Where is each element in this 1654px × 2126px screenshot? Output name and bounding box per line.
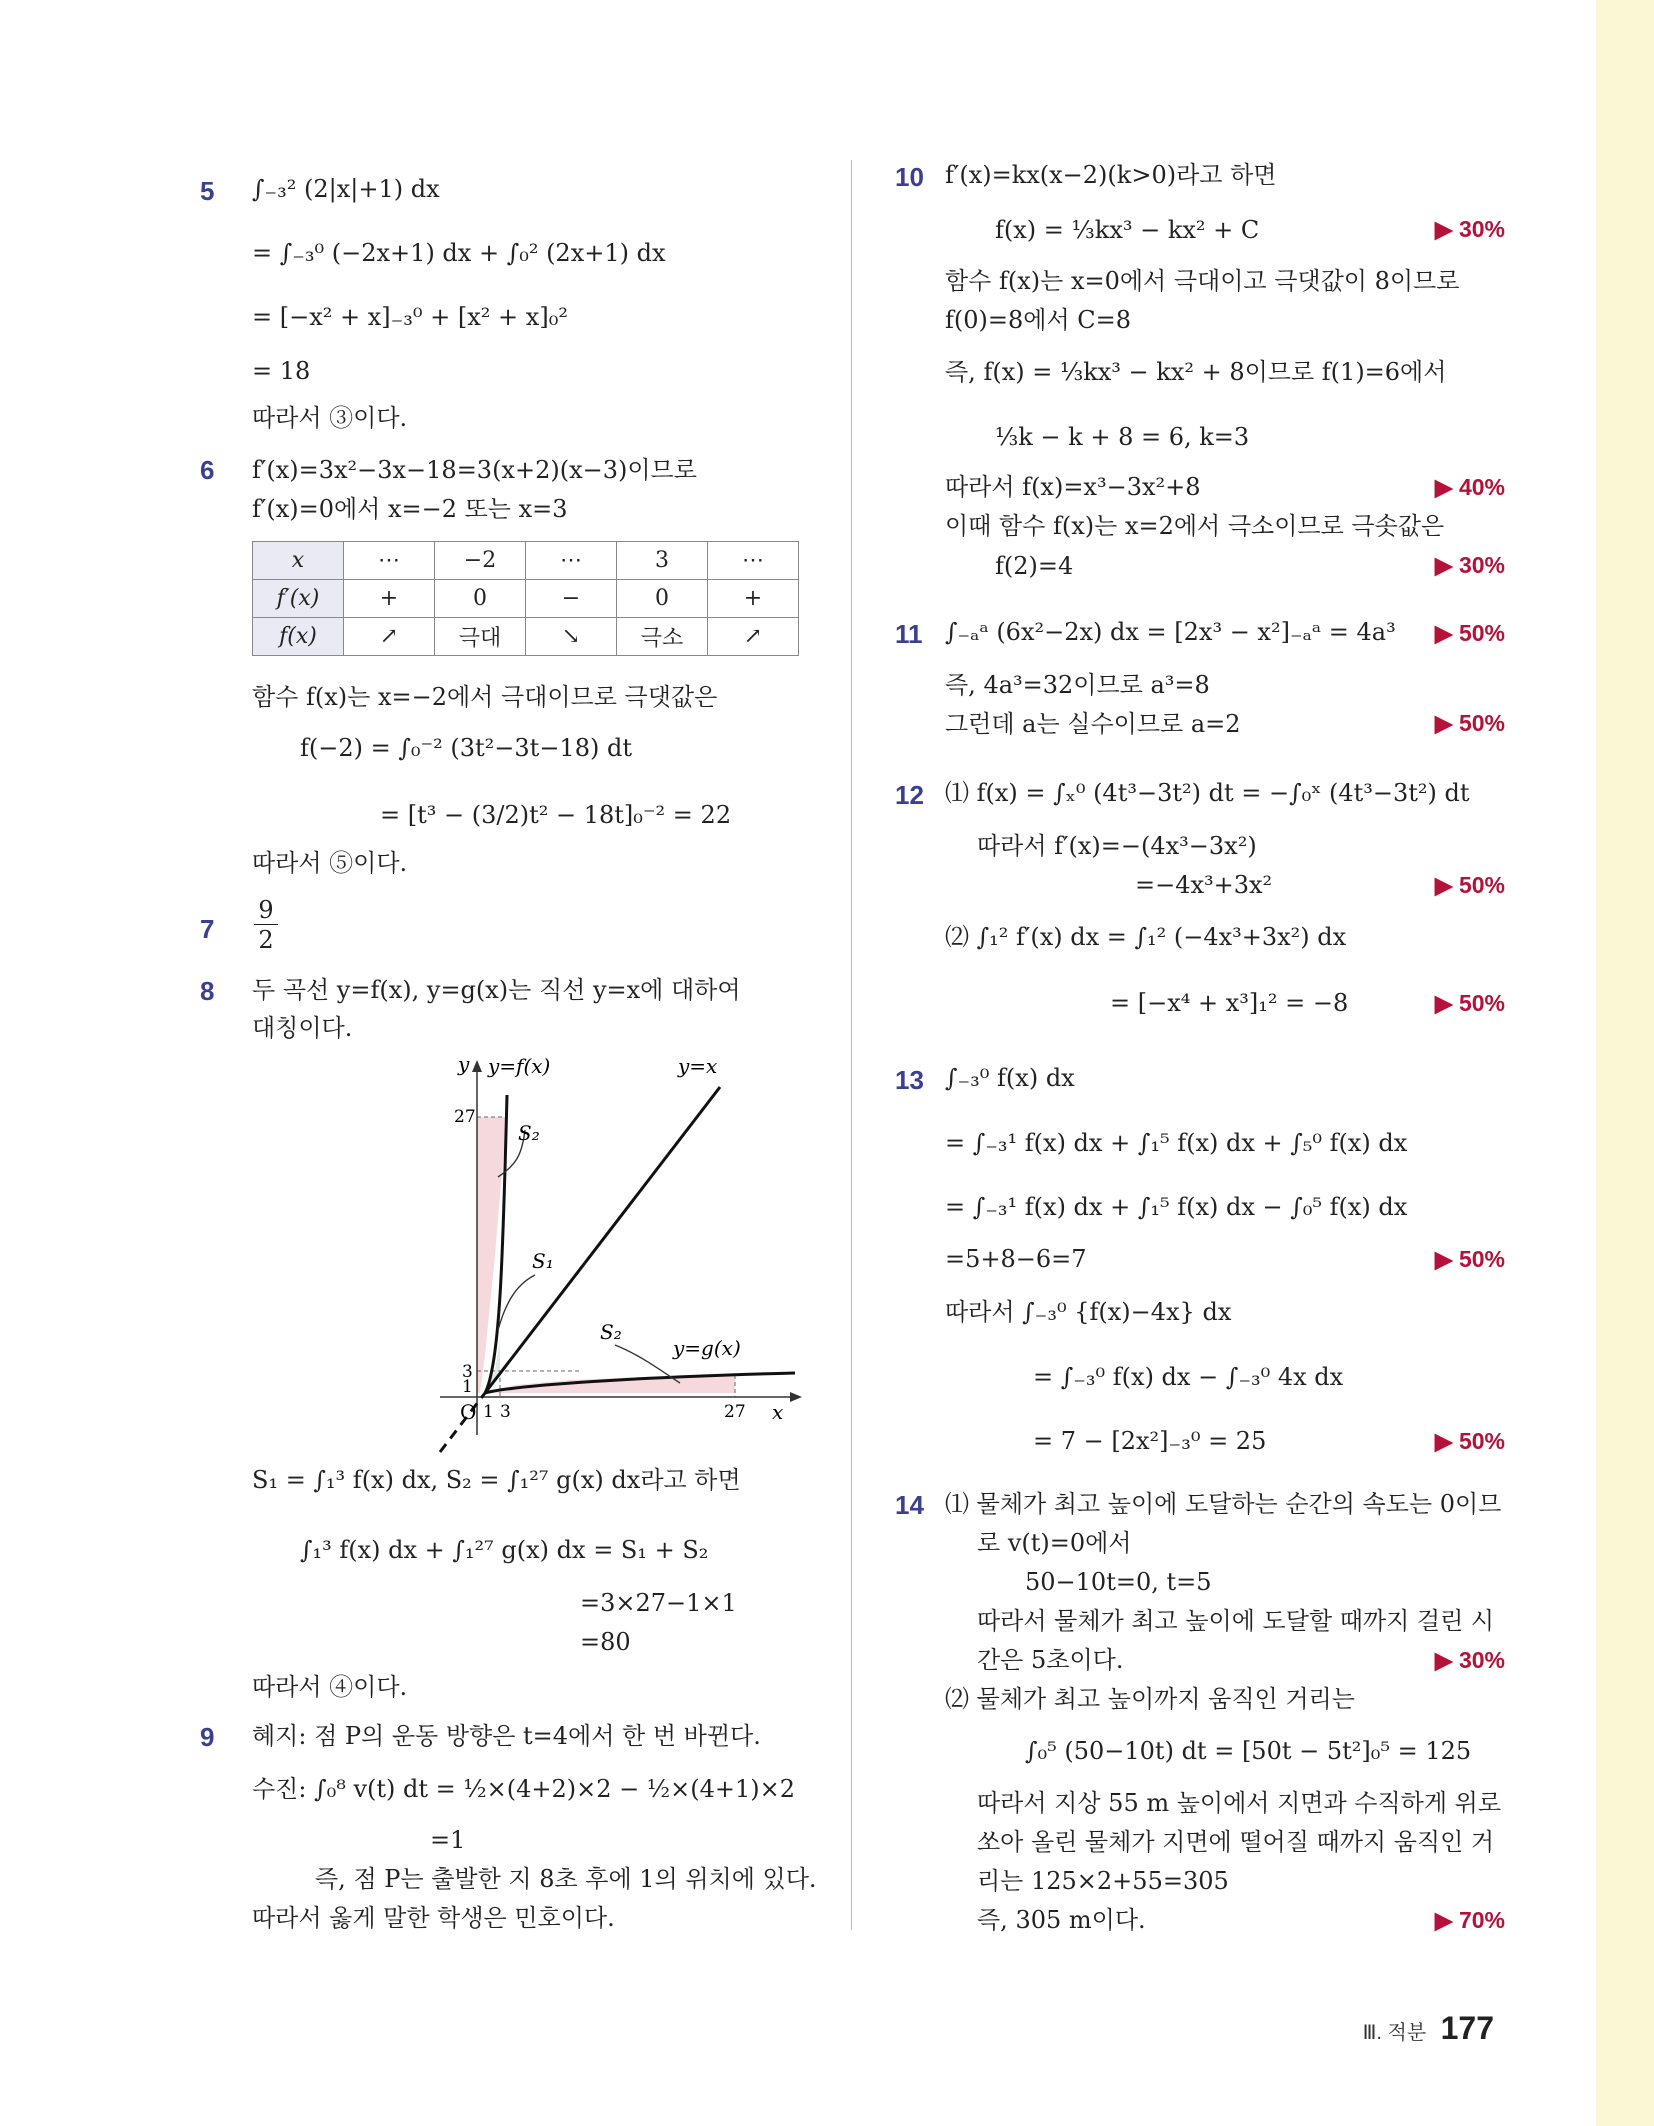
x-axis-arrow bbox=[790, 1392, 802, 1402]
p11-line-2: 즉, 4a³=32이므로 a³=8 bbox=[945, 671, 1210, 699]
tick-y-1: 1 bbox=[462, 1377, 473, 1397]
p9-line-2: 수진: ∫₀⁸ v(t) dt = ½×(4+2)×2 − ½×(4+1)×2 bbox=[252, 1775, 796, 1803]
p9-line-5: 따라서 옳게 말한 학생은 민호이다. bbox=[252, 1904, 615, 1932]
tick-x-1: 1 bbox=[483, 1402, 494, 1422]
table-cell: f(x) bbox=[253, 618, 344, 656]
y-axis-arrow bbox=[472, 1060, 482, 1072]
p5-line-1: ∫₋₃² (2|x|+1) dx bbox=[252, 175, 440, 203]
p6-line-4: f(−2) = ∫₀⁻² (3t²−3t−18) dt bbox=[300, 734, 632, 762]
p10-line-3: 함수 f(x)는 x=0에서 극대이고 극댓값이 8이므로 bbox=[945, 267, 1460, 295]
problem-number: 10 bbox=[895, 162, 924, 192]
table-cell: 극소 bbox=[617, 618, 708, 656]
p10-line-9: f(2)=4 bbox=[995, 552, 1074, 580]
column-divider bbox=[851, 160, 852, 1930]
problem-number: 14 bbox=[895, 1490, 924, 1520]
p14-line-11: 즉, 305 m이다. bbox=[977, 1906, 1146, 1934]
p5-line-5: 따라서 ③이다. bbox=[252, 404, 408, 432]
fraction-numerator: 9 bbox=[254, 896, 278, 925]
page-edge-strip bbox=[1596, 0, 1654, 2126]
p11-line-3: 그런데 a는 실수이므로 a=2 bbox=[945, 710, 1241, 738]
p8-line-6: =80 bbox=[580, 1628, 631, 1656]
table-cell: ⋯ bbox=[526, 542, 617, 580]
score-badge: ▶ 50% bbox=[1434, 990, 1505, 1016]
p14-line-4: 따라서 물체가 최고 높이에 도달할 때까지 걸린 시 bbox=[977, 1607, 1495, 1635]
table-cell: −2 bbox=[435, 542, 526, 580]
p11-line-1: ∫₋ₐᵃ (6x²−2x) dx = [2x³ − x²]₋ₐᵃ = 4a³ bbox=[945, 618, 1396, 646]
table-row bbox=[253, 618, 799, 656]
problem-number: 9 bbox=[200, 1722, 215, 1752]
tick-y-3: 3 bbox=[462, 1362, 473, 1382]
p14-line-10: 리는 125×2+55=305 bbox=[977, 1867, 1229, 1895]
origin-label: O bbox=[460, 1400, 477, 1424]
problem-number: 12 bbox=[895, 780, 924, 810]
line-label: y=x bbox=[678, 1055, 718, 1078]
p13-line-7: = 7 − [2x²]₋₃⁰ = 25 bbox=[1033, 1427, 1267, 1455]
fraction-denominator: 2 bbox=[258, 926, 274, 954]
p14-line-5: 간은 5초이다. bbox=[977, 1646, 1124, 1674]
score-badge: ▶ 40% bbox=[1434, 474, 1505, 500]
p14-line-1: ⑴ 물체가 최고 높이에 도달하는 순간의 속도는 0이므 bbox=[945, 1490, 1502, 1518]
p9-line-1: 혜지: 점 P의 운동 방향은 t=4에서 한 번 바뀐다. bbox=[252, 1722, 761, 1750]
table-cell: 0 bbox=[435, 580, 526, 618]
p13-line-6: = ∫₋₃⁰ f(x) dx − ∫₋₃⁰ 4x dx bbox=[1033, 1363, 1344, 1391]
score-badge: ▶ 50% bbox=[1434, 1246, 1505, 1272]
table-cell: + bbox=[344, 580, 435, 618]
p6-line-5: = [t³ − (3/2)t² − 18t]₀⁻² = 22 bbox=[380, 801, 732, 829]
problem-number: 13 bbox=[895, 1065, 924, 1095]
g-curve-label: y=g(x) bbox=[673, 1336, 741, 1360]
p8-line-3: S₁ = ∫₁³ f(x) dx, S₂ = ∫₁²⁷ g(x) dx라고 하면 bbox=[252, 1466, 741, 1494]
p10-line-5: 즉, f(x) = ⅓kx³ − kx² + 8이므로 f(1)=6에서 bbox=[945, 358, 1447, 386]
s2-label-vertical: S₂ bbox=[518, 1121, 540, 1145]
problem-number: 11 bbox=[895, 619, 923, 649]
arrow-s1 bbox=[498, 1275, 535, 1330]
score-badge: ▶ 30% bbox=[1434, 216, 1505, 242]
score-badge: ▶ 50% bbox=[1434, 710, 1505, 736]
p10-line-8: 이때 함수 f(x)는 x=2에서 극소이므로 극솟값은 bbox=[945, 512, 1445, 540]
p8-line-4: ∫₁³ f(x) dx + ∫₁²⁷ g(x) dx = S₁ + S₂ bbox=[300, 1536, 709, 1564]
p12-line-1: ⑴ f(x) = ∫ₓ⁰ (4t³−3t²) dt = −∫₀ˣ (4t³−3t²) dt bbox=[945, 779, 1470, 807]
table-cell: 극대 bbox=[435, 618, 526, 656]
score-badge: ▶ 30% bbox=[1434, 1647, 1505, 1673]
table-cell: x bbox=[253, 542, 344, 580]
score-badge: ▶ 70% bbox=[1434, 1907, 1505, 1933]
p13-line-1: ∫₋₃⁰ f(x) dx bbox=[945, 1064, 1075, 1092]
table-cell: ⋯ bbox=[708, 542, 799, 580]
score-badge: ▶ 30% bbox=[1434, 552, 1505, 578]
p6-line-1: f′(x)=3x²−3x−18=3(x+2)(x−3)이므로 bbox=[252, 456, 697, 484]
problem-number: 8 bbox=[200, 976, 215, 1006]
p10-line-1: f′(x)=kx(x−2)(k>0)라고 하면 bbox=[945, 161, 1277, 189]
s1-label: S₁ bbox=[532, 1249, 554, 1273]
sign-table bbox=[252, 541, 799, 656]
problem-number: 6 bbox=[200, 455, 215, 485]
table-cell: 0 bbox=[617, 580, 708, 618]
table-cell: ↗ bbox=[708, 618, 799, 656]
region-s2-horizontal bbox=[485, 1375, 735, 1393]
page-footer bbox=[1363, 2010, 1494, 2047]
p5-line-2: = ∫₋₃⁰ (−2x+1) dx + ∫₀² (2x+1) dx bbox=[252, 239, 666, 267]
page-number: 177 bbox=[1440, 2010, 1494, 2046]
p14-line-7: ∫₀⁵ (50−10t) dt = [50t − 5t²]₀⁵ = 125 bbox=[1025, 1737, 1472, 1765]
score-badge: ▶ 50% bbox=[1434, 620, 1505, 646]
p8-line-2: 대칭이다. bbox=[252, 1014, 353, 1042]
table-cell: 3 bbox=[617, 542, 708, 580]
p14-line-3: 50−10t=0, t=5 bbox=[1025, 1568, 1212, 1596]
p12-line-5: = [−x⁴ + x³]₁² = −8 bbox=[1110, 989, 1349, 1017]
p8-line-1: 두 곡선 y=f(x), y=g(x)는 직선 y=x에 대하여 bbox=[252, 976, 741, 1004]
p12-line-2: 따라서 f′(x)=−(4x³−3x²) bbox=[977, 832, 1257, 860]
problem-number: 5 bbox=[200, 176, 215, 206]
p5-line-3: = [−x² + x]₋₃⁰ + [x² + x]₀² bbox=[252, 303, 568, 331]
p8-line-7: 따라서 ④이다. bbox=[252, 1673, 408, 1701]
table-row bbox=[253, 542, 799, 580]
p10-line-6: ⅓k − k + 8 = 6, k=3 bbox=[995, 423, 1250, 451]
p10-line-7: 따라서 f(x)=x³−3x²+8 bbox=[945, 473, 1201, 501]
tick-x-3: 3 bbox=[500, 1402, 511, 1422]
x-axis-label: x bbox=[772, 1400, 784, 1424]
symmetry-graph bbox=[340, 1055, 940, 1455]
p5-line-4: = 18 bbox=[252, 357, 311, 385]
p13-line-3: = ∫₋₃¹ f(x) dx + ∫₁⁵ f(x) dx − ∫₀⁵ f(x) dx bbox=[945, 1193, 1408, 1221]
p10-line-4: f(0)=8에서 C=8 bbox=[945, 306, 1131, 334]
section-label: Ⅲ. 적분 bbox=[1362, 2022, 1427, 2044]
p13-line-5: 따라서 ∫₋₃⁰ {f(x)−4x} dx bbox=[945, 1298, 1232, 1326]
table-cell: + bbox=[708, 580, 799, 618]
p14-line-9: 쏘아 올린 물체가 지면에 떨어질 때까지 움직인 거 bbox=[977, 1828, 1495, 1856]
y-axis-label: y bbox=[458, 1055, 470, 1076]
tick-y-27: 27 bbox=[454, 1107, 476, 1127]
p9-line-4: 즉, 점 P는 출발한 지 8초 후에 1의 위치에 있다. bbox=[315, 1865, 817, 1893]
p8-line-5: =3×27−1×1 bbox=[580, 1589, 737, 1617]
problem-number: 7 bbox=[200, 914, 215, 944]
p14-line-2: 로 v(t)=0에서 bbox=[977, 1529, 1132, 1557]
table-cell: f′(x) bbox=[253, 580, 344, 618]
p13-line-2: = ∫₋₃¹ f(x) dx + ∫₁⁵ f(x) dx + ∫₅⁰ f(x) dx bbox=[945, 1129, 1408, 1157]
p12-line-4: ⑵ ∫₁² f′(x) dx = ∫₁² (−4x³+3x²) dx bbox=[945, 923, 1347, 951]
p14-line-8: 따라서 지상 55 m 높이에서 지면과 수직하게 위로 bbox=[977, 1789, 1502, 1817]
p6-line-6: 따라서 ⑤이다. bbox=[252, 849, 408, 877]
p12-line-3: =−4x³+3x² bbox=[1135, 871, 1273, 899]
table-cell: ↗ bbox=[344, 618, 435, 656]
f-curve-label: y=f(x) bbox=[488, 1055, 551, 1078]
table-cell: ⋯ bbox=[344, 542, 435, 580]
tick-x-27: 27 bbox=[724, 1402, 746, 1422]
p9-line-3: =1 bbox=[430, 1826, 466, 1854]
table-cell: ↘ bbox=[526, 618, 617, 656]
p14-line-6: ⑵ 물체가 최고 높이까지 움직인 거리는 bbox=[945, 1685, 1355, 1713]
s2-label-horizontal: S₂ bbox=[600, 1320, 622, 1344]
p6-line-2: f′(x)=0에서 x=−2 또는 x=3 bbox=[252, 495, 568, 523]
score-badge: ▶ 50% bbox=[1434, 872, 1505, 898]
table-row bbox=[253, 580, 799, 618]
score-badge: ▶ 50% bbox=[1434, 1428, 1505, 1454]
p10-line-2: f(x) = ⅓kx³ − kx² + C bbox=[995, 216, 1260, 244]
p6-line-3: 함수 f(x)는 x=−2에서 극대이므로 극댓값은 bbox=[252, 683, 718, 711]
table-cell: − bbox=[526, 580, 617, 618]
p13-line-4: =5+8−6=7 bbox=[945, 1245, 1087, 1273]
